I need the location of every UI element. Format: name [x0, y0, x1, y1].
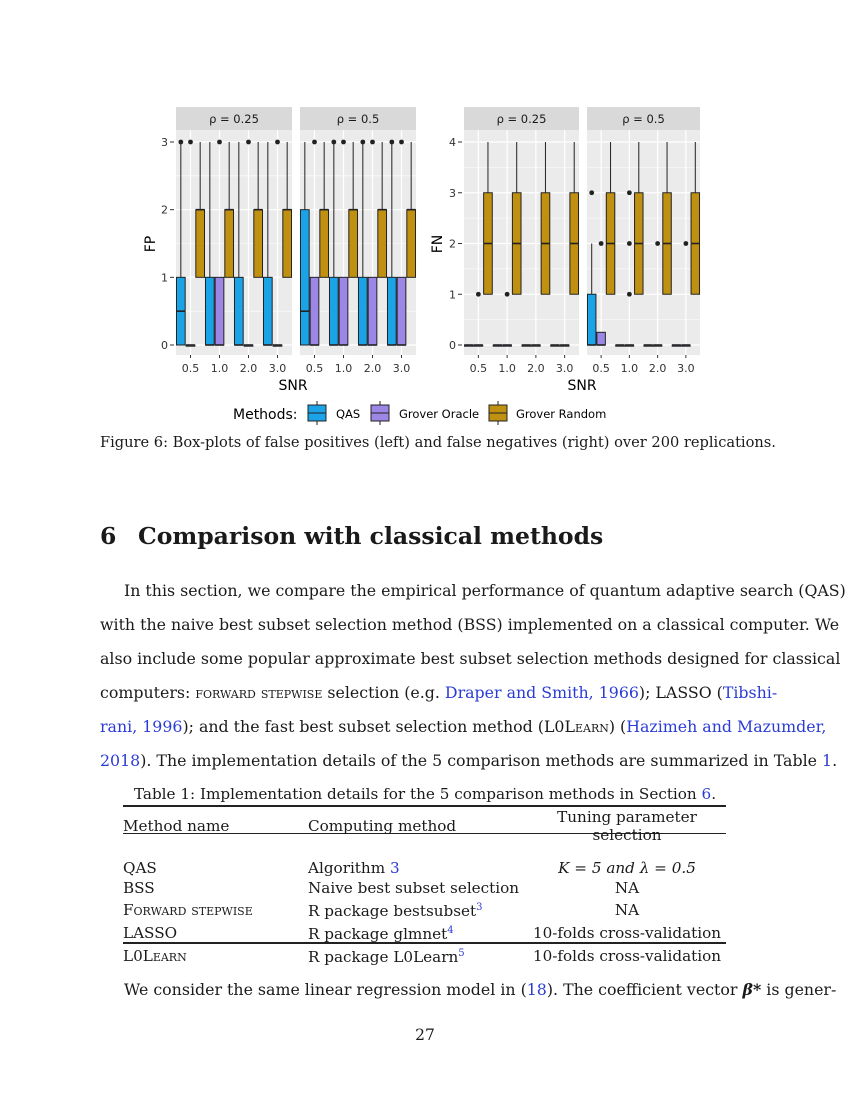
section-heading — [100, 522, 603, 550]
box-body — [234, 277, 243, 345]
y-tick-label: 3 — [161, 136, 168, 149]
box-body — [329, 277, 338, 345]
facet-strip-label: ρ = 0.5 — [336, 112, 380, 126]
x-tick-label: 1.0 — [334, 362, 353, 375]
cell-tuning: K = 5 and λ = 0.5 — [558, 859, 696, 877]
outlier-point — [627, 241, 632, 246]
cell-method: LASSO — [123, 923, 178, 942]
cell-computing: R package glmnet$^4$ — [308, 925, 454, 944]
outlier-point — [589, 190, 594, 195]
para-line: 2018). The implementation details of the 5 comparison methods are summarized in Table 1. — [100, 751, 838, 770]
outlier-point — [312, 140, 317, 145]
box-body — [358, 277, 367, 345]
legend-label-grover-random: Grover Random — [516, 407, 607, 421]
right-x-axis-label: SNR — [567, 378, 597, 394]
legend-label-grover-oracle: Grover Oracle — [399, 407, 480, 421]
box-body — [300, 210, 309, 345]
paragraph-model — [100, 973, 837, 1007]
facet-strip-label: ρ = 0.25 — [209, 112, 259, 126]
column-header: Computing method — [308, 817, 457, 835]
legend-key-qas — [308, 401, 326, 425]
x-tick-label: 3.0 — [555, 362, 574, 375]
table-row — [123, 944, 726, 967]
table-caption: Table 1: Implementation details for the 5 comparison methods in Section 6. — [133, 785, 717, 803]
box-body — [263, 277, 272, 345]
facet-strip-label: ρ = 0.5 — [622, 112, 665, 126]
outlier-point — [341, 140, 346, 145]
outlier-point — [370, 140, 375, 145]
legend-key-grover-random — [489, 401, 507, 425]
outlier-point — [505, 292, 510, 297]
figure-6 — [0, 0, 850, 435]
page-number: 27 — [415, 1026, 435, 1044]
cell-computing: R package bestsubset$^3$ — [308, 902, 483, 921]
outlier-point — [217, 140, 222, 145]
para-line: In this section, we compare the empirical performance of quantum adaptive search (QAS) — [124, 581, 846, 600]
cell-method: Forward stepwise — [123, 900, 253, 919]
x-tick-label: 0.5 — [592, 362, 610, 375]
outlier-point — [360, 140, 365, 145]
x-tick-label: 2.0 — [527, 362, 545, 375]
implementation-table — [123, 805, 726, 967]
box-body — [320, 210, 329, 278]
x-tick-label: 3.0 — [268, 362, 287, 375]
box-body — [368, 277, 377, 345]
para-line: also include some popular approximate best subset selection methods designed for classical — [100, 649, 841, 668]
footnote-ref[interactable]: 3 — [476, 902, 483, 913]
x-tick-label: 0.5 — [181, 362, 200, 375]
outlier-point — [275, 140, 280, 145]
cell-method: BSS — [123, 879, 155, 897]
x-tick-label: 1.0 — [498, 362, 516, 375]
legend-label-qas: QAS — [336, 407, 361, 421]
y-tick-label: 4 — [449, 136, 456, 149]
facet-strip-label: ρ = 0.25 — [496, 112, 547, 126]
citation-link[interactable]: 2018 — [100, 751, 141, 770]
cell-tuning: 10-folds cross-validation — [532, 946, 722, 965]
box-body — [387, 277, 396, 345]
figure-caption: Figure 6: Box-plots of false positives (left) and false negatives (right) over 200 replications. — [100, 434, 776, 451]
y-tick-label: 1 — [161, 271, 168, 285]
cell-computing: R package L0Learn$^5$ — [308, 948, 465, 967]
box-body — [196, 210, 205, 278]
outlier-point — [331, 140, 336, 145]
citation-link[interactable]: rani, 1996 — [100, 717, 183, 736]
section-title: Comparison with classical methods — [138, 522, 604, 550]
box-body — [378, 210, 387, 278]
footnote-ref[interactable]: 5 — [458, 948, 465, 960]
left-x-axis-label: SNR — [278, 378, 308, 394]
x-tick-label: 0.5 — [305, 362, 324, 375]
y-tick-label: 3 — [449, 186, 456, 200]
box-body — [349, 210, 358, 278]
citation-link[interactable]: Tibshi- — [722, 683, 778, 702]
box-body — [283, 210, 292, 278]
cell-tuning: NA — [614, 879, 640, 897]
outlier-point — [599, 241, 604, 246]
section-number: 6 — [100, 522, 117, 550]
algorithm-ref-link[interactable]: 3 — [389, 859, 400, 877]
paragraph-intro — [100, 574, 846, 778]
outlier-point — [246, 140, 251, 145]
table-row — [123, 878, 726, 898]
x-tick-label: 2.0 — [648, 362, 667, 375]
cell-tuning: NA — [614, 900, 640, 919]
y-tick-label: 2 — [449, 237, 456, 251]
x-tick-label: 2.0 — [239, 362, 258, 375]
citation-link[interactable]: Hazimeh and Mazumder, — [626, 717, 827, 736]
para-line: with the naive best subset selection method (BSS) implemented on a classical computer. We — [100, 615, 840, 634]
cell-tuning: 10-folds cross-validation — [532, 923, 722, 942]
y-tick-label: 0 — [161, 339, 168, 352]
box-body — [205, 277, 214, 345]
left-y-axis-label: FP — [143, 235, 159, 253]
box-body — [339, 277, 348, 345]
cell-computing: Naive best subset selection — [308, 879, 520, 897]
citation-link[interactable]: Draper and Smith, 1966 — [444, 683, 639, 702]
para-line: computers: forward stepwise selection (e.g. Draper and Smith, 1966); LASSO (Tibshi- — [100, 683, 778, 702]
table-row — [123, 858, 726, 878]
box-body — [597, 332, 605, 345]
outlier-point — [178, 140, 183, 145]
box-body — [587, 294, 595, 345]
table-header-row — [123, 805, 726, 848]
outlier-point — [627, 190, 632, 195]
cell-method: QAS — [123, 859, 157, 877]
cell-method: L0Learn — [123, 946, 187, 965]
right-y-axis-label: FN — [430, 234, 446, 254]
para-line: We consider the same linear regression model in (18). The coefficient vector β* is gener- — [124, 980, 837, 999]
outlier-point — [683, 241, 688, 246]
outlier-point — [627, 292, 632, 297]
section-ref-link[interactable]: 6 — [701, 785, 712, 803]
y-tick-label: 1 — [449, 288, 456, 302]
box-body — [407, 210, 416, 278]
legend-title: Methods: — [233, 407, 298, 423]
x-tick-label: 1.0 — [620, 362, 639, 375]
x-tick-label: 3.0 — [392, 362, 411, 375]
outlier-point — [188, 140, 193, 145]
legend-key-grover-oracle — [371, 401, 389, 425]
para-line: rani, 1996); and the fast best subset selection method (L0Learn) (Hazimeh and Mazumder, — [100, 717, 827, 736]
column-header: Tuning parameter selection — [557, 808, 697, 844]
box-body — [225, 210, 234, 278]
footnote-ref[interactable]: 4 — [447, 925, 454, 937]
table-ref-link[interactable]: 1 — [822, 751, 833, 770]
box-body — [254, 210, 263, 278]
column-header: Method name — [123, 817, 230, 835]
outlier-point — [399, 140, 404, 145]
x-tick-label: 1.0 — [210, 362, 229, 375]
table-row — [123, 921, 726, 944]
table-row — [123, 898, 726, 921]
cell-computing: Algorithm 3 — [308, 859, 400, 877]
box-body — [397, 277, 406, 345]
y-tick-label: 0 — [449, 339, 456, 352]
x-tick-label: 0.5 — [469, 362, 488, 375]
legend — [233, 401, 606, 425]
x-tick-label: 2.0 — [363, 362, 382, 375]
box-body — [310, 277, 319, 345]
x-tick-label: 3.0 — [677, 362, 695, 375]
outlier-point — [389, 140, 394, 145]
equation-ref-link[interactable]: 18 — [526, 980, 547, 999]
y-tick-label: 2 — [161, 203, 168, 217]
box-body — [215, 277, 224, 345]
outlier-point — [655, 241, 660, 246]
outlier-point — [476, 292, 481, 297]
